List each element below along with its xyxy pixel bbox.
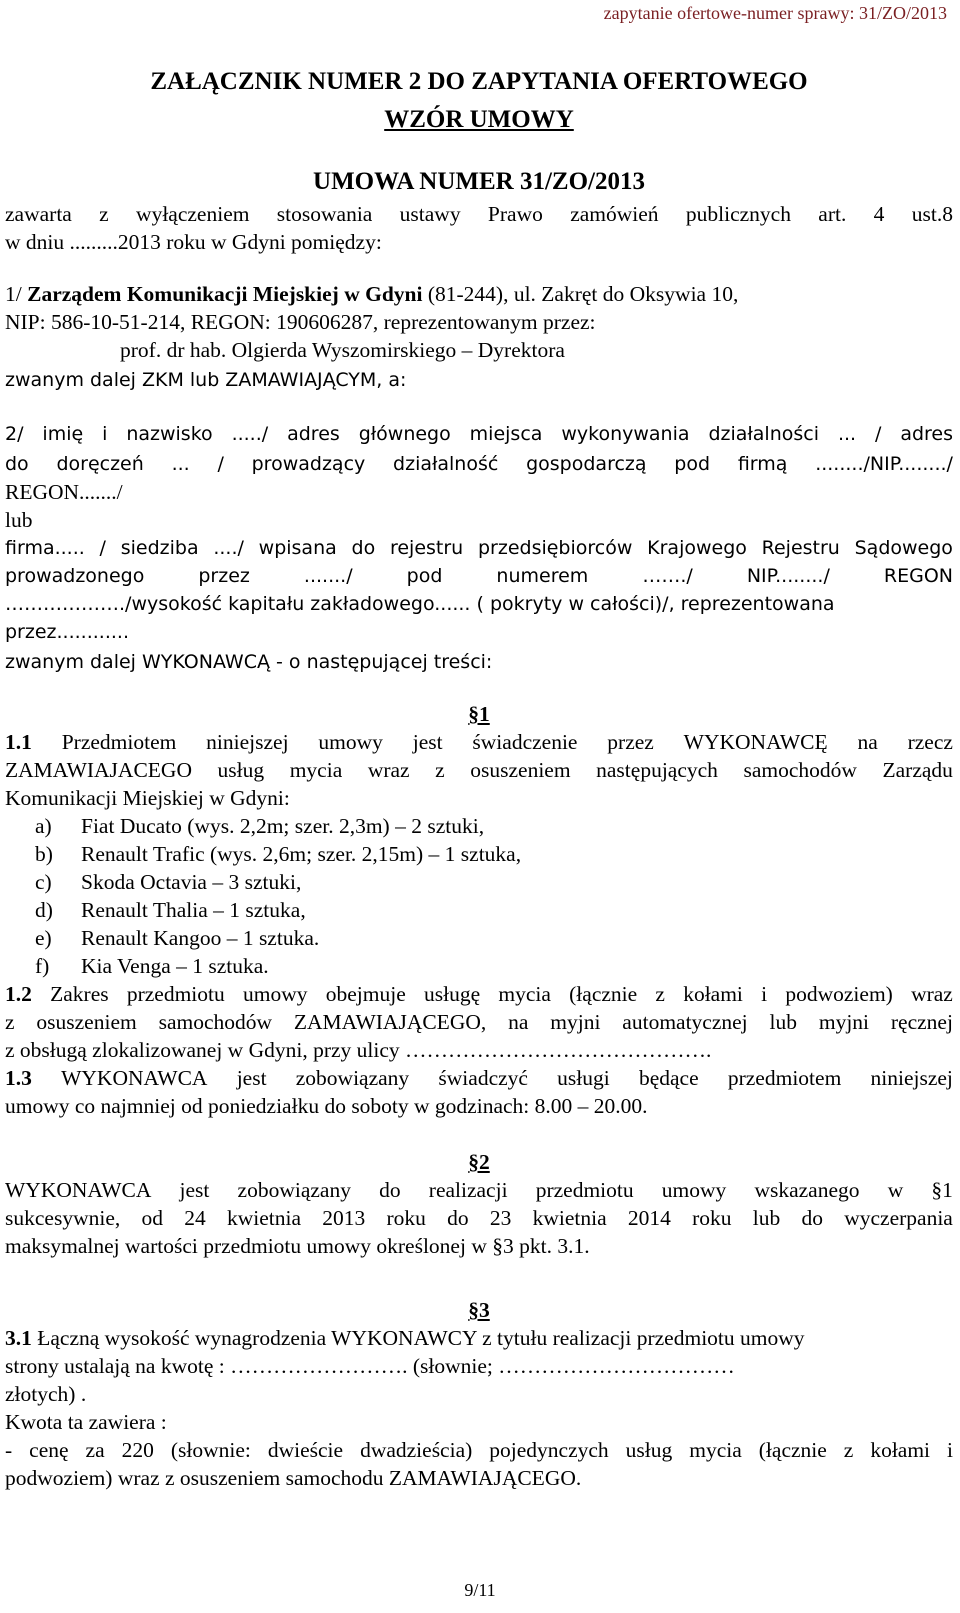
word: WYKONAWCĘ [683,730,828,754]
word: samochodów [743,758,857,782]
word: samochodów [158,1010,273,1034]
word: gospodarczą [526,453,647,475]
word: pod [674,453,711,475]
party1-alias: zwanym dalej ZKM lub ZAMAWIAJĄCYM, a: [5,369,407,391]
word: podwoziem) [785,982,893,1006]
intro-line-1 [5,200,953,228]
list-item [35,840,521,868]
word: Przedmiotem [61,730,177,754]
word: dwadzieścia) [360,1438,473,1462]
word: umowy [661,1178,727,1202]
word: firmą [737,453,788,475]
word: przedmiotem [727,1066,842,1090]
word: usługę [423,982,481,1006]
list-item-label: f) [35,954,50,978]
list-item-text: Fiat Ducato (wys. 2,2m; szer. 2,3m) – 2 sztuki, [81,814,485,838]
word: z [435,758,445,782]
party2-alias: zwanym dalej WYKONAWCĄ - o następującej treści: [5,651,493,673]
word: 4 [873,202,885,226]
word: przedmiotu [126,982,225,1006]
list-item-label: c) [35,870,52,894]
clause-1-2-line-1 [5,980,953,1008]
word: wyłączeniem [136,202,250,226]
word: z [655,982,665,1006]
word: Zakres [50,982,109,1006]
party2-line-4: lub [5,508,33,532]
word: ……./ [642,565,693,587]
word: prowadzący [251,453,366,475]
word: wraz [367,758,410,782]
word: adres [900,423,953,445]
word: przez [607,730,654,754]
word: kołami [870,1438,931,1462]
word: Krajowego [647,537,747,559]
word: miejsca [469,423,543,445]
word: Rejestru [761,537,840,559]
word: zobowiązany [295,1066,410,1090]
word: dwieście [267,1438,344,1462]
word: przedmiotu [535,1178,634,1202]
list-item-label: b) [35,842,53,866]
word: - [5,1438,13,1462]
section-2-heading: §2 [468,1150,490,1174]
word: prowadzonego [5,565,145,587]
word: siedziba [120,537,199,559]
word: sukcesywnie, [5,1206,121,1230]
template-title: WZÓR UMOWY [384,106,574,133]
word: NIP......../ [746,565,830,587]
word: wskazanego [754,1178,860,1202]
word: zawarta [5,202,72,226]
word: umowy [318,730,383,754]
clause-1-1-line-3: Komunikacji Miejskiej w Gdyni: [5,786,290,810]
word: (słownie: [170,1438,251,1462]
word: ZAMAWIAJACEGO [5,758,192,782]
list-item [35,896,521,924]
clause-1-1-number: 1.1 [5,730,32,754]
word: i [947,1438,953,1462]
contract-title: UMOWA NUMER 31/ZO/2013 [313,168,645,195]
word: do [801,1206,823,1230]
word: doręczeń [56,453,144,475]
word: jest [236,1066,267,1090]
clause-3-1-number: 3.1 [5,1326,32,1350]
word: następujących [596,758,718,782]
word: (łącznie [569,982,638,1006]
list-item-text: Renault Trafic (wys. 2,6m; szer. 2,15m) – 1 sztuka, [81,842,522,866]
word: zobowiązany [237,1178,351,1202]
list-item-text: Skoda Octavia – 3 sztuki, [81,870,302,894]
clause-1-2-line-3: z obsługą zlokalizowanej w Gdyni, przy ulicy ……………………………………. [5,1038,712,1062]
section-3-heading: §3 [468,1298,490,1322]
word: cenę [29,1438,69,1462]
word: usług [625,1438,673,1462]
word: adres [287,423,340,445]
word: świadczyć [438,1066,528,1090]
list-item-label: a) [35,814,52,838]
word: lub [752,1206,781,1230]
word: głównego [358,423,451,445]
party1-ids: NIP: 586-10-51-214, REGON: 190606287, reprezentowanym przez: [5,310,596,334]
word: 24 [184,1206,206,1230]
word: pod [406,565,443,587]
word: na [508,1010,529,1034]
word: w [887,1178,904,1202]
clause-3-1-text: Łączną wysokość wynagrodzenia WYKONAWCY z tytułu realizacji przedmiotu umowy [31,1326,805,1350]
word: 220 [121,1438,154,1462]
vehicle-list [35,812,521,980]
word: ......../NIP......../ [815,453,953,475]
word: przedsiębiorców [477,537,633,559]
party2-line-2 [5,450,953,478]
word: usług [217,758,265,782]
word: do [351,537,376,559]
word: od [141,1206,163,1230]
word: obejmuje [325,982,406,1006]
party1-representative: prof. dr hab. Olgierda Wyszomirskiego – Dyrektora [120,338,565,362]
list-item-label: e) [35,926,52,950]
word: WYKONAWCA [61,1066,208,1090]
word: działalność [393,453,499,475]
clause-1-2-number: 1.2 [5,982,32,1006]
word: / [874,423,882,445]
word: do [5,453,29,475]
clause-3-1-line-1 [5,1324,953,1352]
word: wpisana [258,537,337,559]
word: / [99,537,106,559]
word: mycia [289,758,343,782]
word: kwietnia [226,1206,301,1230]
word: ręcznej [890,1010,953,1034]
word: pojedynczych [489,1438,609,1462]
word: niniejszej [206,730,289,754]
word: 2014 [627,1206,671,1230]
clause-1-2-line-2 [5,1008,953,1036]
section-2-line-2 [5,1204,953,1232]
clause-1-1-line-2 [5,756,953,784]
list-item [35,952,521,980]
word: ZAMAWIAJĄCEGO, [293,1010,487,1034]
word: lub [769,1010,797,1034]
word: wraz [911,982,953,1006]
word: ust.8 [911,202,953,226]
party2-line-6 [5,562,953,590]
word: wykonywania [561,423,690,445]
word: ... [837,423,857,445]
intro-line-2: w dniu .........2013 roku w Gdyni pomiędzy: [5,230,382,254]
word: myjni [550,1010,601,1034]
word: świadczenie [472,730,578,754]
word: art. [818,202,847,226]
word: rejestru [389,537,464,559]
word: imię [42,423,84,445]
list-item-label: d) [35,898,53,922]
word: Sądowego [854,537,953,559]
party1-address: (81-244), ul. Zakręt do Oksywia 10, [422,282,739,306]
clause-3-1-line-2: strony ustalają na kwotę : ……………………. (słownie; …………………………… [5,1354,735,1378]
word: osuszeniem [36,1010,137,1034]
word: §1 [931,1178,953,1202]
word: z [843,1438,854,1462]
word: kwietnia [532,1206,607,1230]
word: / [217,453,224,475]
word: automatycznej [622,1010,748,1034]
party2-line-8: przez............ [5,621,129,643]
word: numerem [496,565,589,587]
list-item [35,812,521,840]
word: do [379,1178,401,1202]
word: mycia [498,982,551,1006]
price-includes-line-1 [5,1436,953,1464]
list-item-text: Renault Thalia – 1 sztuka, [81,898,306,922]
party1-line [5,280,953,308]
word: WYKONAWCA [5,1178,152,1202]
word: Prawo [487,202,543,226]
word: przez [198,565,250,587]
clause-1-3-number: 1.3 [5,1066,32,1090]
word: umowy [243,982,308,1006]
word: jest [412,730,443,754]
word: 2013 [322,1206,366,1230]
word: roku [386,1206,426,1230]
word: z [5,1010,15,1034]
page-header: zapytanie ofertowe-numer sprawy: 31/ZO/2013 [603,3,947,23]
word: 23 [489,1206,512,1230]
word: Zarządu [882,758,953,782]
word: jest [179,1178,210,1202]
word: z [99,202,109,226]
party1-prefix: 1/ [5,282,28,306]
section-2-line-3: maksymalnej wartości przedmiotu umowy określonej w §3 pkt. 3.1. [5,1234,590,1258]
party2-line-7: ………………./wysokość kapitału zakładowego...... ( pokryty w całości)/, reprezentowana [5,593,835,615]
word: kołami [683,982,743,1006]
word: i [761,982,768,1006]
word: ..../ [213,537,244,559]
page-number: 9/11 [464,1580,496,1600]
word: niniejszej [870,1066,953,1090]
word: usługi [557,1066,610,1090]
word: za [85,1438,105,1462]
section-2-line-1 [5,1176,953,1204]
list-item-text: Renault Kangoo – 1 sztuka. [81,926,320,950]
word: nazwisko [126,423,213,445]
word: i [102,423,108,445]
clause-3-1-line-3: złotych) . [5,1382,87,1406]
word: będące [638,1066,699,1090]
word: firma..... [5,537,85,559]
clause-1-3-line-1 [5,1064,953,1092]
word: mycia [689,1438,742,1462]
word: ... [171,453,190,475]
word: stosowania [276,202,373,226]
word: 2/ [5,423,24,445]
party1-name: Zarządem Komunikacji Miejskiej w Gdyni [27,282,423,306]
word: do [447,1206,469,1230]
word: rzecz [907,730,953,754]
price-includes-label: Kwota ta zawiera : [5,1410,167,1434]
word: wyczerpania [844,1206,953,1230]
word: roku [692,1206,732,1230]
word: ustawy [399,202,461,226]
word: (łącznie [758,1438,827,1462]
word: na [857,730,878,754]
word: ...../ [231,423,269,445]
list-item [35,924,521,952]
word: myjni [818,1010,870,1034]
list-item-text: Kia Venga – 1 sztuka. [81,954,269,978]
word: zamówień [570,202,659,226]
clause-1-3-line-2: umowy co najmniej od poniedziałku do soboty w godzinach: 8.00 – 20.00. [5,1094,648,1118]
word: REGON [883,565,953,587]
annex-title: ZAŁĄCZNIK NUMER 2 DO ZAPYTANIA OFERTOWEGO [150,68,808,95]
price-includes-line-2: podwoziem) wraz z osuszeniem samochodu ZAMAWIAJĄCEGO. [5,1466,582,1490]
party2-line-1 [5,420,953,448]
section-1-heading: §1 [468,702,490,726]
clause-1-1-line-1 [5,728,953,756]
word: działalności [708,423,820,445]
party2-line-5 [5,534,953,562]
party2-line-3: REGON......./ [5,480,123,504]
word: realizacji [428,1178,508,1202]
word: ......./ [303,565,353,587]
word: osuszeniem [470,758,571,782]
word: publicznych [685,202,791,226]
list-item [35,868,521,896]
